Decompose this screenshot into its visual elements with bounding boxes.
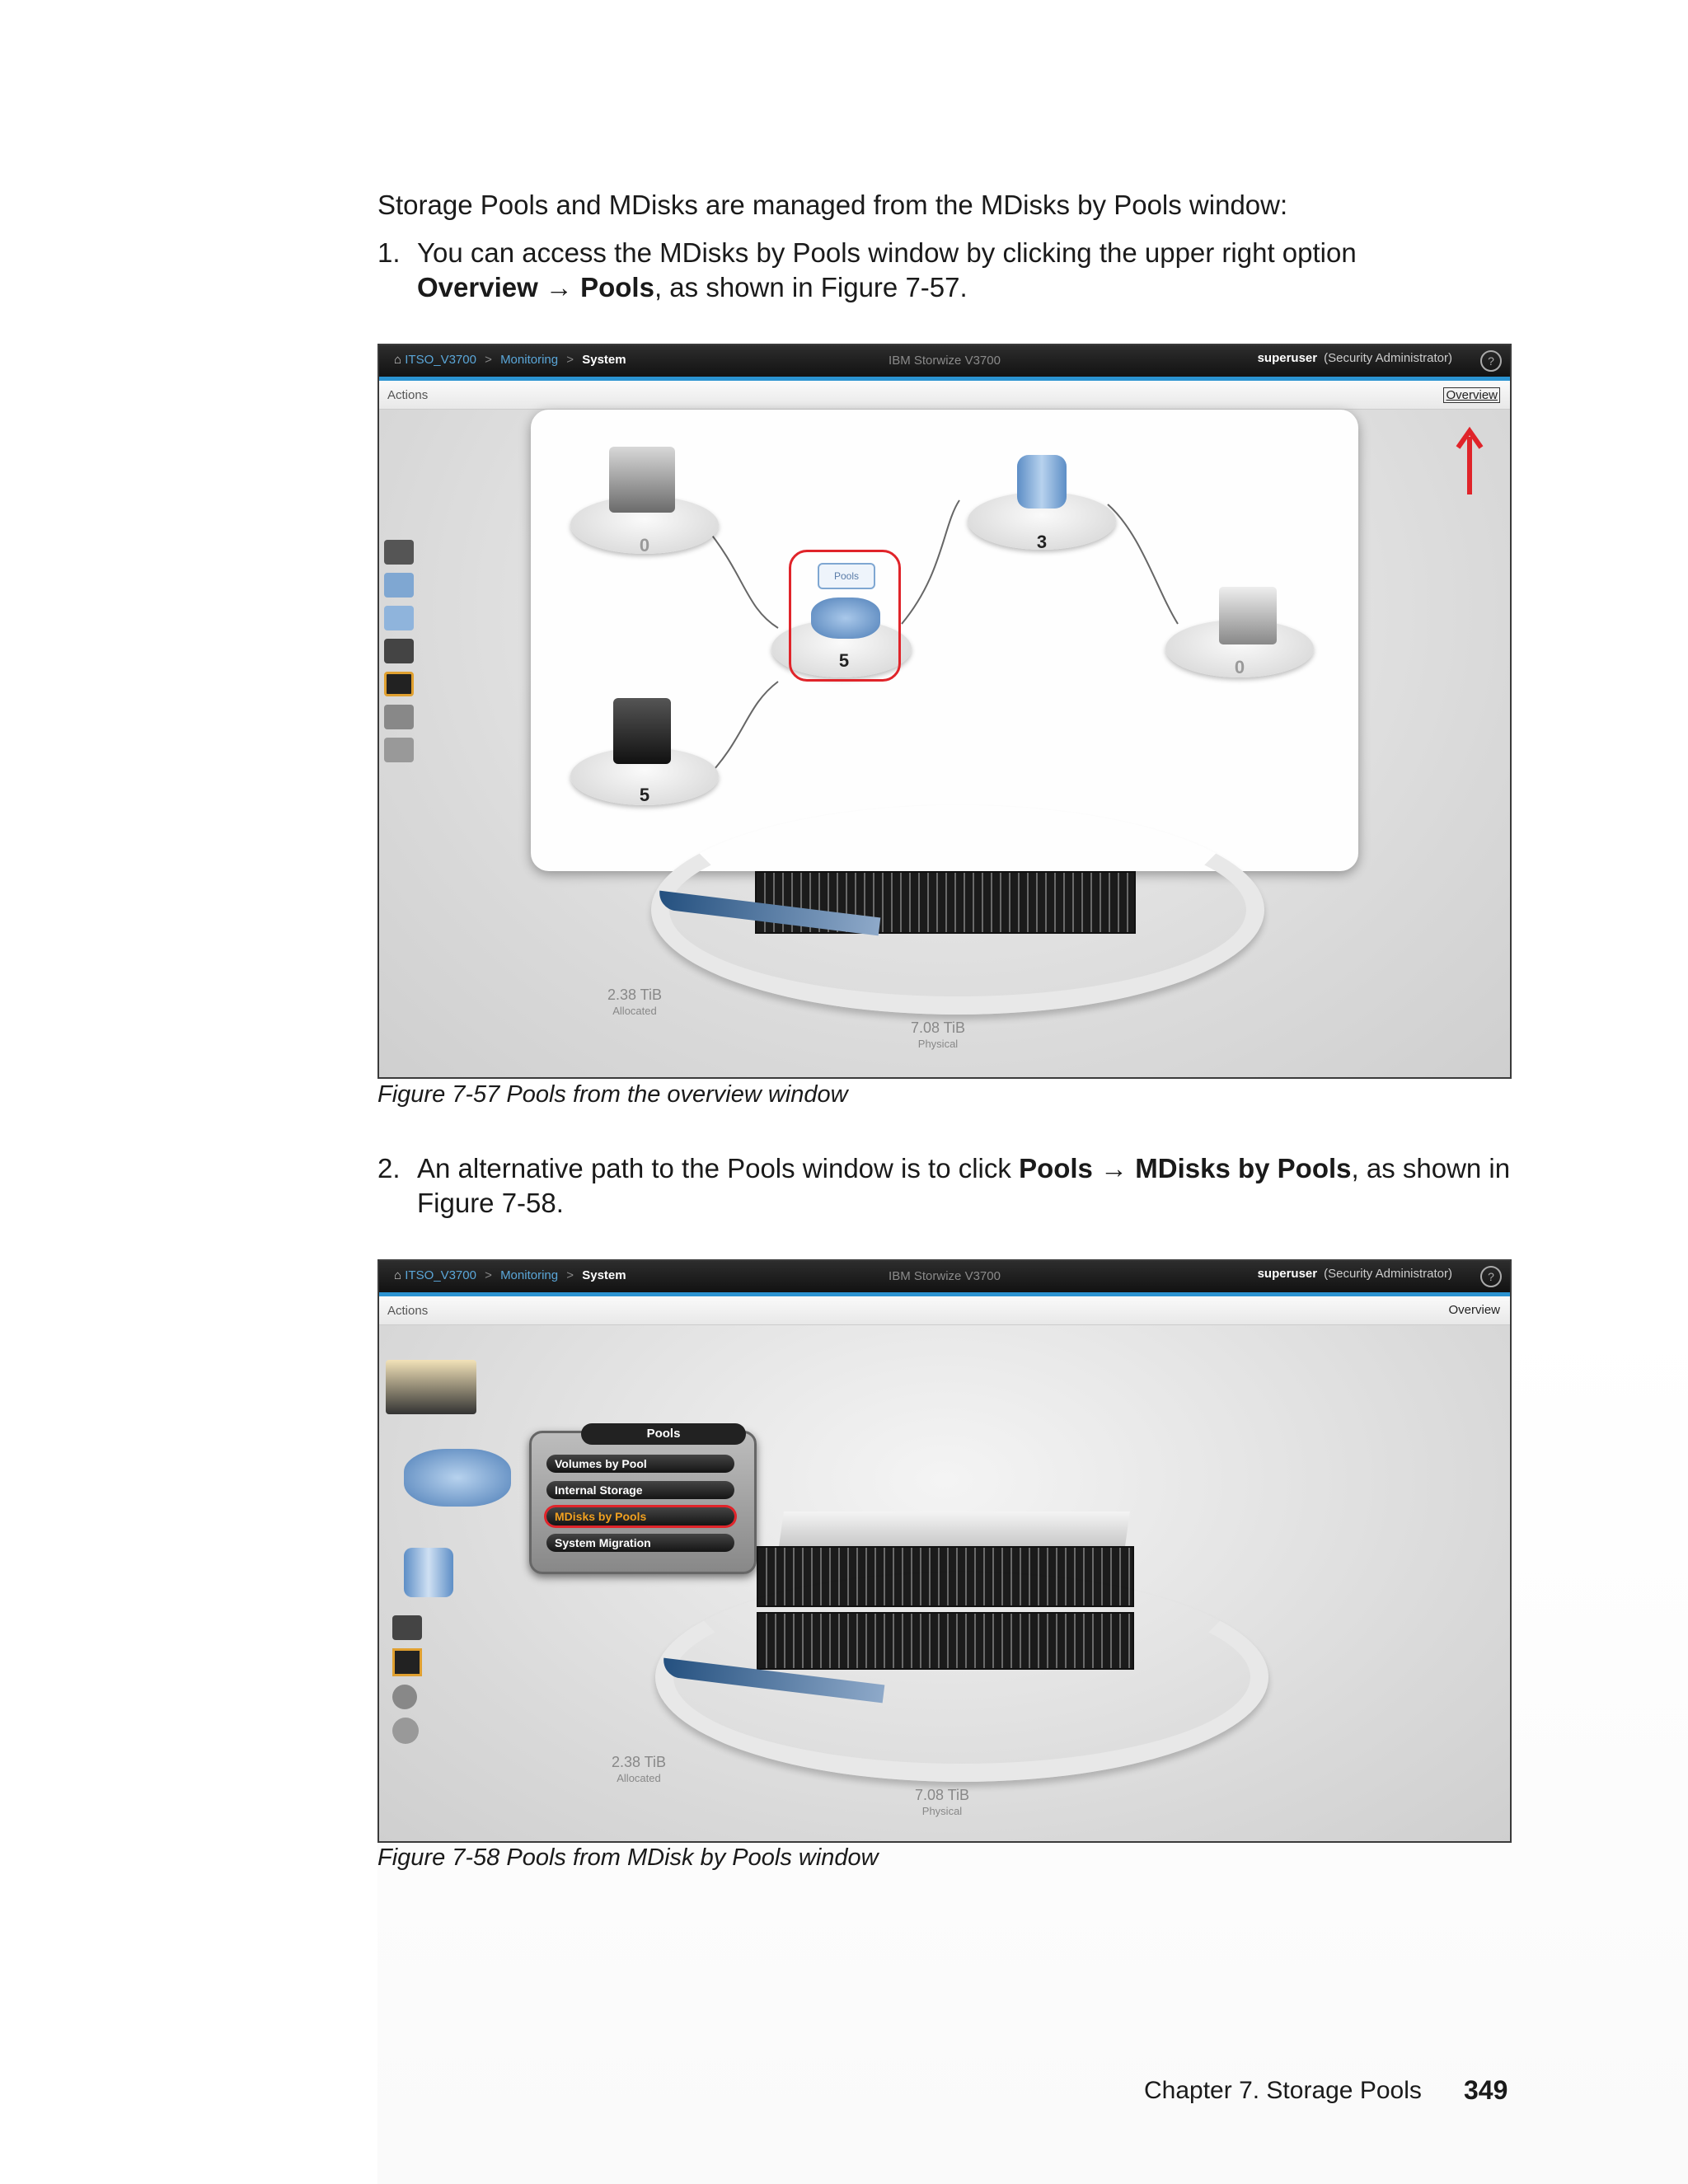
monitoring-icon[interactable] (386, 1360, 476, 1414)
crumb-sep: > (485, 353, 492, 367)
figure-7-58-caption: Figure 7-58 Pools from MDisk by Pools window (377, 1844, 879, 1871)
help-icon[interactable]: ? (1480, 350, 1502, 372)
user-info[interactable]: superuser (Security Administrator) (1257, 351, 1452, 365)
crumb-itso[interactable]: ITSO_V3700 (405, 353, 476, 367)
step2-text: An alternative path to the Pools window is to click Pools → MDisks by Pools, as shown in Figure 7-58. (417, 1153, 1511, 1218)
crumb-system: System (582, 1268, 626, 1282)
red-arrow-icon (1453, 424, 1486, 499)
host-count: 0 (639, 535, 650, 555)
top-bar (379, 345, 1510, 377)
pools-icon[interactable] (404, 1449, 511, 1507)
settings-icon[interactable] (392, 1718, 419, 1744)
step2-number: 2. (377, 1153, 401, 1183)
nav-icon-column (384, 540, 420, 771)
settings-icon[interactable] (384, 738, 414, 762)
stage (379, 410, 1510, 1077)
volume-count: 3 (1036, 532, 1048, 552)
monitoring-icon[interactable] (384, 540, 414, 565)
menu-item-mdisks-by-pools[interactable]: MDisks by Pools (546, 1507, 734, 1526)
overview-link[interactable]: Overview (1443, 387, 1500, 403)
copy-services-icon[interactable] (384, 672, 414, 696)
actions-menu[interactable]: Actions (387, 388, 429, 402)
figure-7-57-caption: Figure 7-57 Pools from the overview window (377, 1081, 848, 1108)
crumb-sep: > (566, 353, 574, 367)
page-number: 349 (1464, 2075, 1508, 2105)
access-icon[interactable] (384, 705, 414, 729)
menu-item-system-migration[interactable]: System Migration (546, 1534, 734, 1552)
actions-bar (379, 1296, 1510, 1325)
crumb-itso[interactable]: ITSO_V3700 (405, 1268, 476, 1282)
copy-services-icon[interactable] (392, 1648, 422, 1676)
menu-item-volumes-by-pool[interactable]: Volumes by Pool (546, 1455, 734, 1473)
allocated-capacity: 2.38 TiB Allocated (611, 1754, 667, 1784)
figure-7-57 (377, 344, 1512, 1079)
pools-menu-title: Pools (581, 1423, 746, 1445)
pools-menu (529, 1427, 757, 1574)
pools-tag: Pools (818, 563, 875, 589)
pool-count: 5 (838, 650, 850, 671)
actions-bar (379, 381, 1510, 410)
stage (379, 1325, 1510, 1841)
server-icon (609, 447, 675, 513)
crumb-monitoring[interactable]: Monitoring (500, 353, 559, 367)
pool-icon (811, 598, 880, 639)
pools-icon[interactable] (384, 573, 414, 598)
menu-item-internal-storage[interactable]: Internal Storage (546, 1481, 734, 1499)
figure-7-58 (377, 1259, 1512, 1843)
home-icon[interactable]: ⌂ (394, 1268, 406, 1282)
home-icon[interactable]: ⌂ (394, 353, 406, 367)
overview-panel (531, 410, 1358, 871)
volumes-icon[interactable] (404, 1548, 453, 1597)
storage-array-icon (613, 698, 671, 764)
mdisk-count: 5 (639, 785, 650, 805)
top-bar (379, 1261, 1510, 1292)
overview-link[interactable]: Overview (1448, 1303, 1500, 1317)
crumb-system: System (582, 353, 626, 367)
step1-text: You can access the MDisks by Pools window by clicking the upper right option Overview → Pools, as shown in Figure 7-57. (417, 237, 1357, 302)
intro-text: Storage Pools and MDisks are managed from the MDisks by Pools window: (377, 190, 1288, 220)
volumes-icon[interactable] (384, 606, 414, 630)
enclosure-top (779, 1511, 1130, 1546)
volume-icon (1017, 455, 1067, 509)
access-icon[interactable] (392, 1685, 417, 1709)
hosts-icon[interactable] (384, 639, 414, 663)
actions-menu[interactable]: Actions (387, 1304, 429, 1318)
step1-number: 1. (377, 237, 401, 268)
help-icon[interactable]: ? (1480, 1266, 1502, 1287)
physical-capacity: 7.08 TiB Physical (910, 1019, 966, 1050)
physical-capacity: 7.08 TiB Physical (914, 1787, 970, 1817)
allocated-capacity: 2.38 TiB Allocated (607, 987, 663, 1017)
chapter-footer: Chapter 7. Storage Pools (1144, 2077, 1422, 2104)
server-count: 0 (1234, 657, 1245, 677)
product-name: IBM Storwize V3700 (889, 354, 1001, 368)
hosts-icon[interactable] (392, 1615, 422, 1640)
crumb-monitoring[interactable]: Monitoring (500, 1268, 559, 1282)
crumb-sep: > (485, 1268, 492, 1282)
product-name: IBM Storwize V3700 (889, 1269, 1001, 1283)
user-info[interactable]: superuser (Security Administrator) (1257, 1267, 1452, 1281)
crumb-sep: > (566, 1268, 574, 1282)
host-server-icon (1219, 587, 1277, 644)
